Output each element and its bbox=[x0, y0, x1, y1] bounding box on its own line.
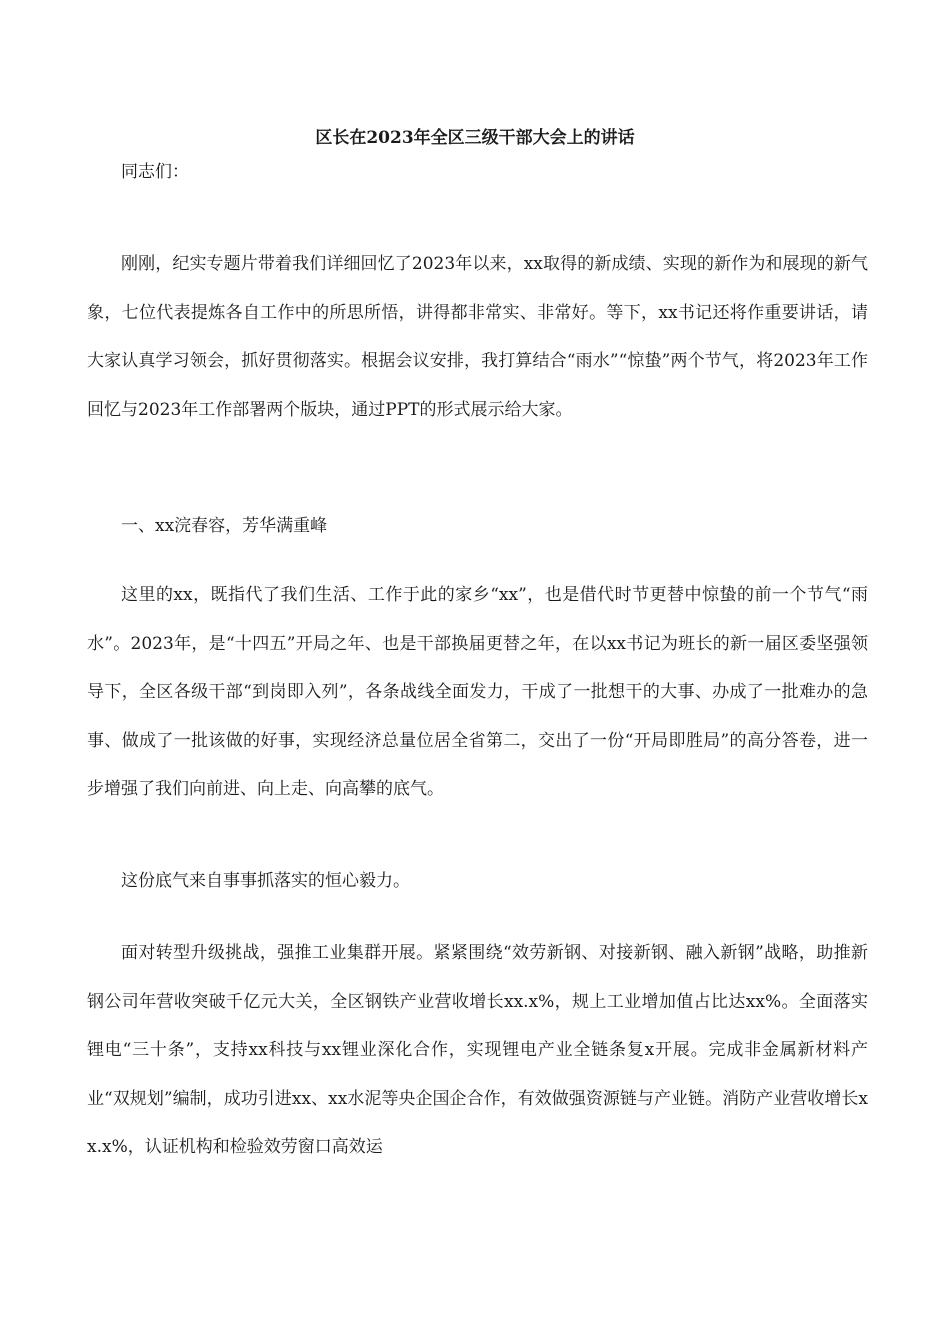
paragraph-section-1: 这里的xx，既指代了我们生活、工作于此的家乡“xx”，也是借代时节更替中惊蛰的前一个节气“雨水”。2023年，是“十四五”开局之年、也是干部换届更替之年，在以xx书记为班长的新一届区委坚强领导下，全区各级干部“到岗即入列”，各条战线全面发力，干成了一批想干的大事、办成了一批难办的急事、做成了一批该做的好事，实现经济总量位居全省第二，交出了一份“开局即胜局”的高分答卷，进一步增强了我们向前进、向上走、向高攀的底气。 bbox=[87, 585, 868, 800]
section-heading-1: 一、xx浣春容，芳华满重峰 bbox=[121, 516, 328, 536]
paragraph-confidence: 这份底气来自事事抓落实的恒心毅力。 bbox=[121, 871, 410, 891]
document-title: 区长在2023年全区三级干部大会上的讲话 bbox=[315, 128, 635, 148]
paragraph-industry: 面对转型升级挑战，强推工业集群开展。紧紧围绕“效劳新钢、对接新钢、融入新钢”战略，助推新钢公司年营收突破千亿元大关，全区钢铁产业营收增长xx.x%，规上工业增加值占比达xx%。全面落实锂电“三十条”，支持xx科技与xx锂业深化合作，实现锂电产业全链条复x开展。完成非金属新材料产业“双规划”编制，成功引进xx、xx水泥等央企国企合作，有效做强资源链与产业链。消防产业营收增长xx.x%，认证机构和检验效劳窗口高效运 bbox=[87, 943, 868, 1158]
salutation: 同志们： bbox=[121, 162, 189, 182]
paragraph-intro: 刚刚，纪实专题片带着我们详细回忆了2023年以来，xx取得的新成绩、实现的新作为和展现的新气象，七位代表提炼各自工作中的所思所悟，讲得都非常实、非常好。等下，xx书记还将作重要讲话，请大家认真学习领会，抓好贯彻落实。根据会议安排，我打算结合“雨水”“惊蛰”两个节气，将2023年工作回忆与2023年工作部署两个版块，通过PPT的形式展示给大家。 bbox=[87, 254, 868, 420]
